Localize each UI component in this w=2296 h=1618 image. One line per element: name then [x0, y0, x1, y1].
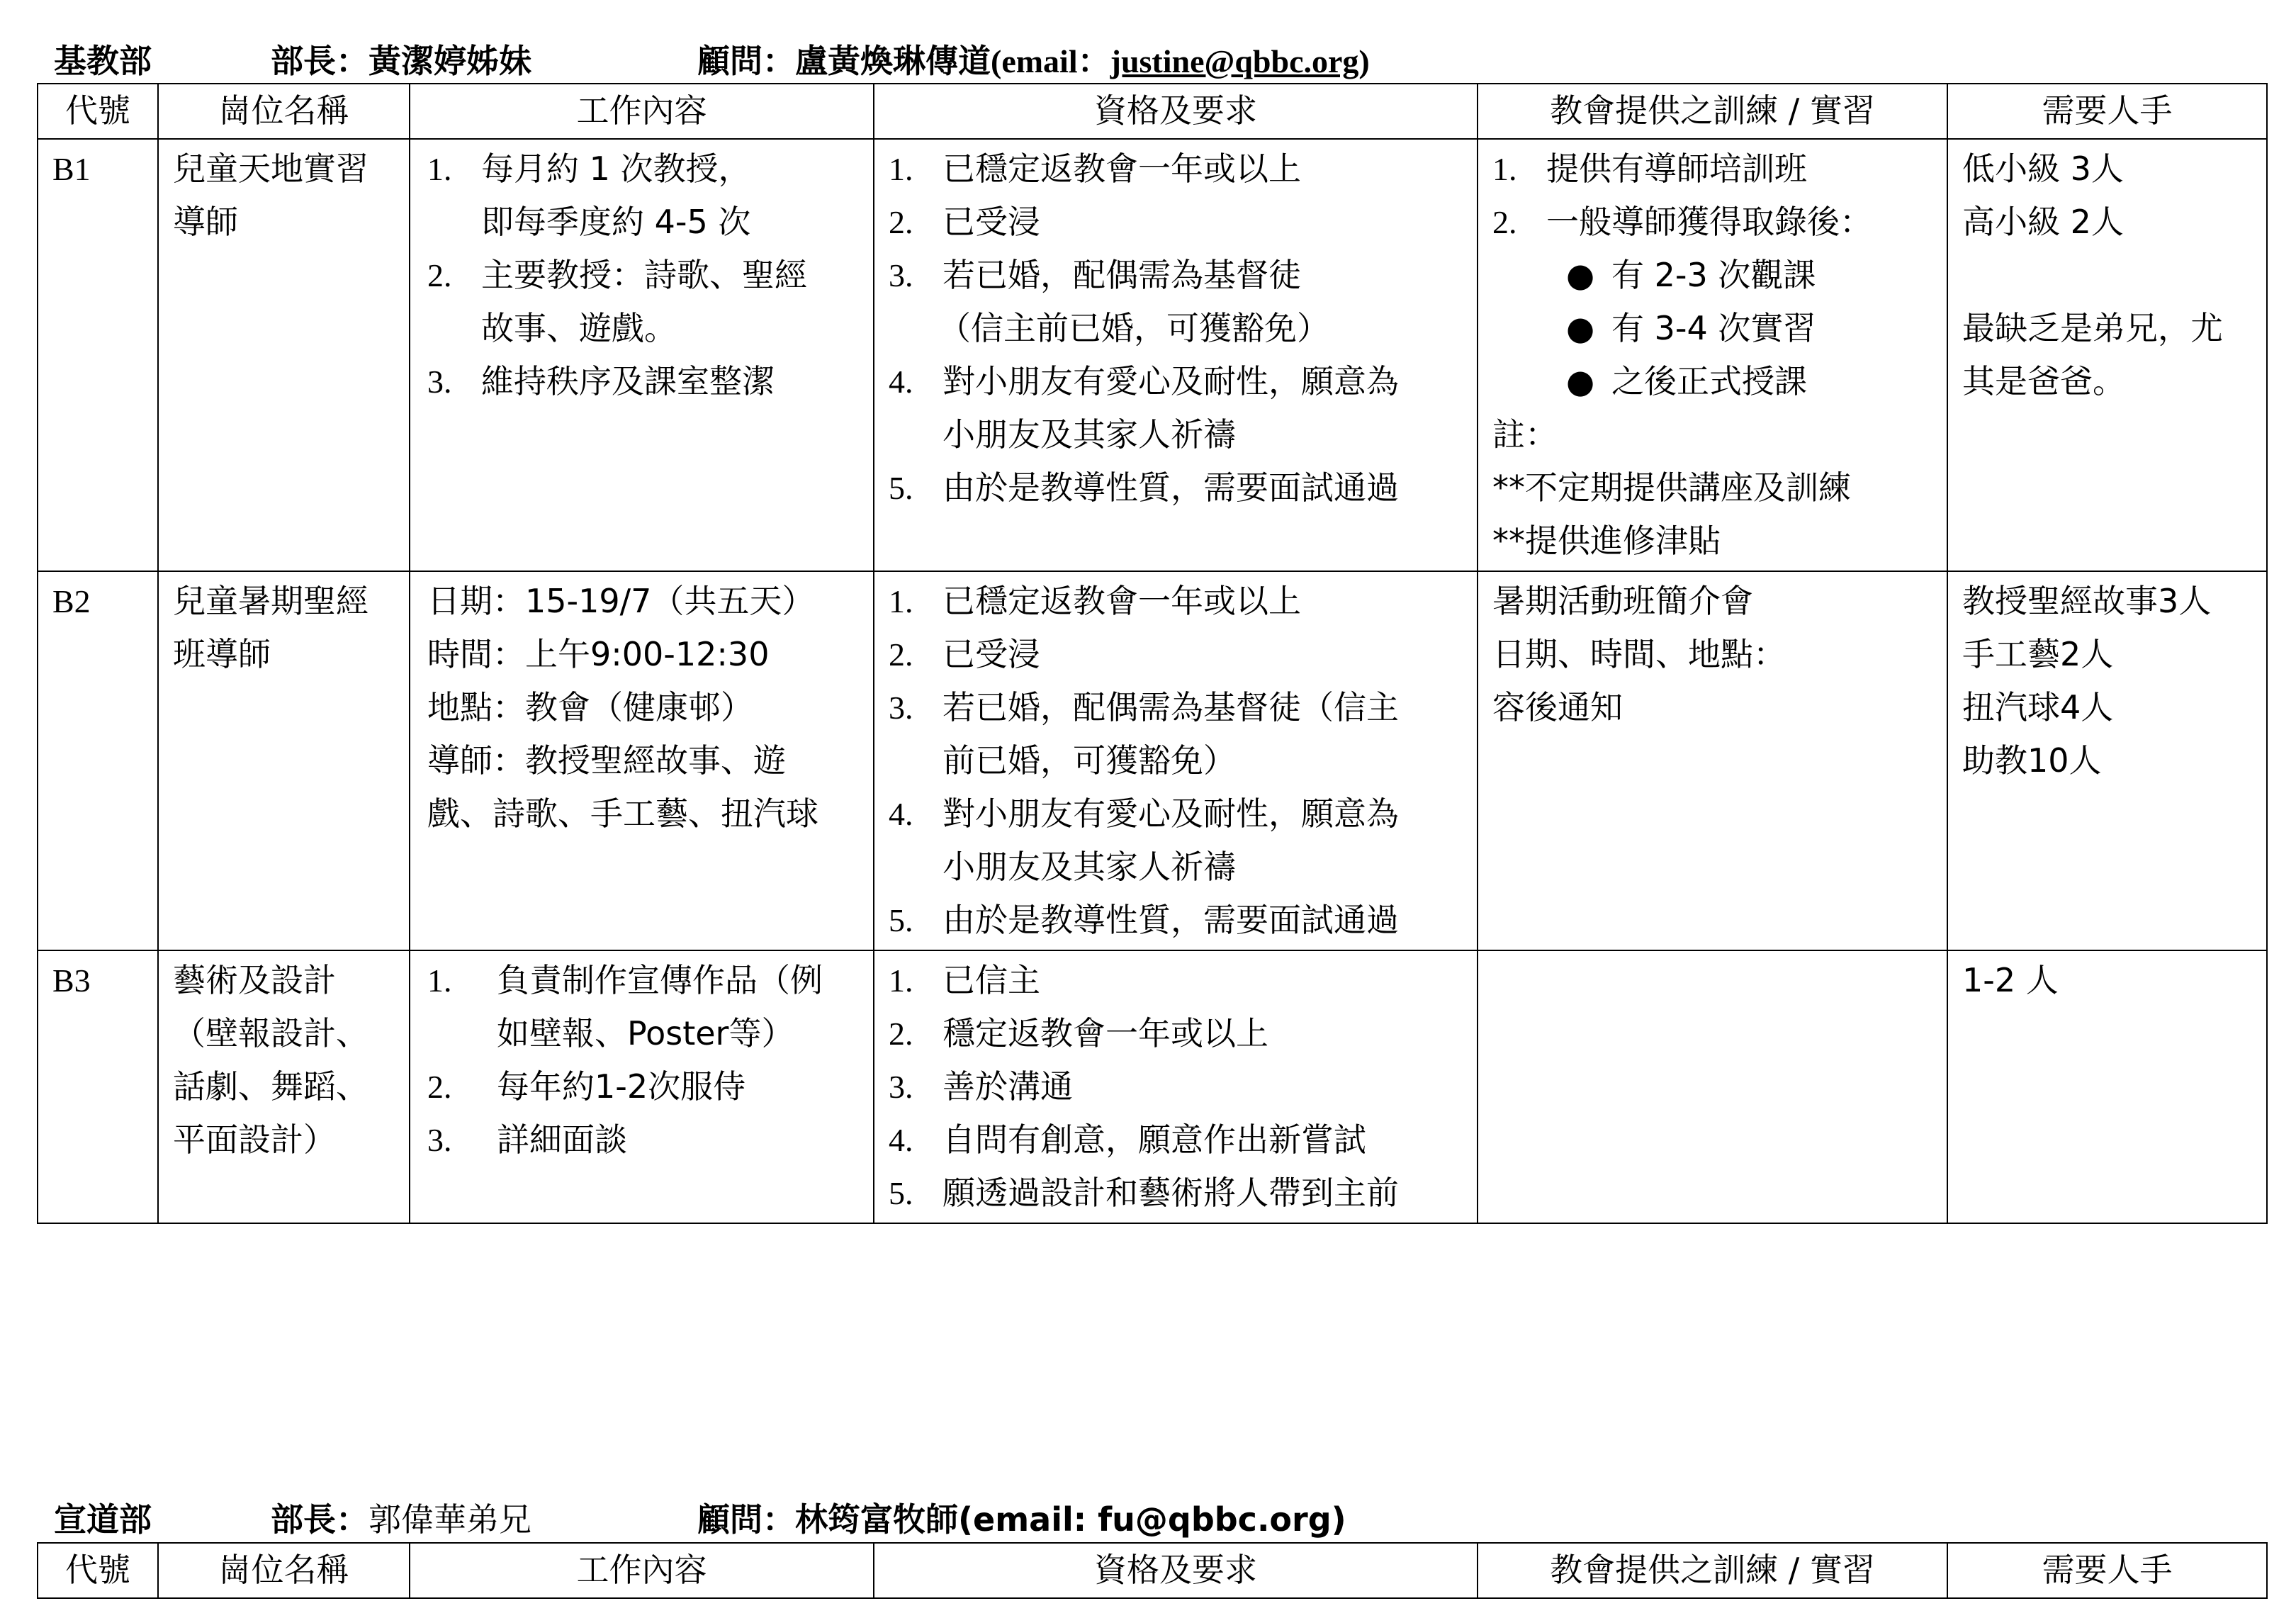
- head-label: 部長：: [271, 42, 368, 80]
- col-header-training: 教會提供之訓練 / 實習: [1478, 1543, 1947, 1598]
- list-number: 4.: [889, 796, 913, 832]
- needed-line: [1962, 249, 2252, 302]
- needed-line: 1-2 人: [1962, 961, 2059, 999]
- dept-advisor: [697, 1497, 1346, 1542]
- list-item: [889, 575, 1463, 628]
- head-label: 部長：: [271, 1500, 368, 1539]
- advisor-name: 盧黃煥琳傳道: [795, 42, 991, 80]
- list-item: [889, 1113, 1463, 1167]
- advisor-label: 顧問：: [697, 1500, 795, 1539]
- title-line: 藝術及設計: [173, 961, 336, 999]
- list-text: 主要教授：詩歌、聖經: [481, 256, 807, 294]
- cell-title: [158, 139, 410, 571]
- list-continuation: 故事、遊戲。: [481, 309, 677, 347]
- cell-code: B1: [38, 139, 158, 571]
- dept-advisor: [697, 38, 1370, 84]
- cell-training: [1478, 139, 1947, 571]
- col-header-title: 崗位名稱: [158, 1543, 410, 1598]
- dept-head: [271, 1497, 531, 1542]
- list-item: [1492, 142, 1932, 196]
- list-text: 每年約1-2次服侍: [497, 1067, 746, 1106]
- list-item: [889, 1060, 1463, 1113]
- col-header-work: 工作內容: [410, 84, 874, 139]
- list-number: 2.: [889, 204, 913, 240]
- col-header-work: 工作內容: [410, 1543, 874, 1598]
- cell-needed: [1947, 950, 2267, 1223]
- list-number: 2.: [889, 636, 913, 673]
- table-header-row: [38, 1543, 2267, 1598]
- needed-line: 扭汽球4人: [1962, 688, 2114, 726]
- needed-line: 低小級 3人: [1962, 150, 2124, 188]
- list-continuation: 小朋友及其家人祈禱: [942, 848, 1236, 886]
- col-header-code: 代號: [38, 84, 158, 139]
- dept-name: 基教部: [54, 42, 152, 80]
- text-line: 容後通知: [1492, 688, 1623, 726]
- list-continuation: 即每季度約 4-5 次: [481, 203, 751, 241]
- list-item: [889, 249, 1463, 302]
- list-number: 5.: [889, 1175, 913, 1211]
- col-header-needed: 需要人手: [1947, 84, 2267, 139]
- list-number: 3.: [427, 1122, 452, 1158]
- list-item: [427, 1060, 859, 1113]
- needed-line: 高小級 2人: [1962, 203, 2124, 241]
- col-header-training: 教會提供之訓練 / 實習: [1478, 84, 1947, 139]
- bullet-icon: ●: [1566, 309, 1595, 347]
- col-header-code: 代號: [38, 1543, 158, 1598]
- list-number: 1.: [889, 962, 913, 999]
- list-text: 由於是教導性質，需要面試通過: [942, 901, 1399, 939]
- text-line: 日期：15-19/7（共五天）: [427, 582, 815, 620]
- bullet-icon: ●: [1566, 362, 1595, 400]
- bullet-text: 有 2-3 次觀課: [1611, 256, 1816, 294]
- list-item: [889, 142, 1463, 196]
- cell-title: [158, 571, 410, 950]
- col-header-needed: 需要人手: [1947, 1543, 2267, 1598]
- text-line: 地點：教會（健康邨）: [427, 688, 753, 726]
- title-line: 班導師: [173, 635, 271, 673]
- list-item: [889, 196, 1463, 249]
- head-name: 黃潔婷姊妹: [368, 42, 531, 80]
- col-header-requirements: 資格及要求: [874, 1543, 1478, 1598]
- advisor-label: 顧問：: [697, 42, 795, 80]
- list-number: 3.: [889, 690, 913, 726]
- list-text: 一般導師獲得取錄後：: [1546, 203, 1872, 241]
- list-text: 已受浸: [942, 635, 1040, 673]
- cell-requirements: [874, 571, 1478, 950]
- text-line: 暑期活動班簡介會: [1492, 582, 1753, 620]
- list-text: 已受浸: [942, 203, 1040, 241]
- list-number: 3.: [889, 257, 913, 293]
- list-text: 穩定返教會一年或以上: [942, 1014, 1268, 1052]
- cell-requirements: [874, 950, 1478, 1223]
- cell-needed: [1947, 139, 2267, 571]
- cell-work: [410, 571, 874, 950]
- list-number: 2.: [427, 1069, 452, 1105]
- text-line: 時間：上午9:00-12:30: [427, 635, 770, 673]
- title-line: 導師: [173, 203, 238, 241]
- table-row: [38, 139, 2267, 571]
- list-continuation: 小朋友及其家人祈禱: [942, 415, 1236, 454]
- bullet-icon: ●: [1566, 256, 1595, 294]
- list-number: 1.: [889, 583, 913, 619]
- list-number: 2.: [1492, 204, 1517, 240]
- list-number: 5.: [889, 902, 913, 938]
- list-continuation: 如壁報、Poster等）: [497, 1014, 794, 1052]
- list-number: 5.: [889, 470, 913, 506]
- list-continuation: 前已婚，可獲豁免）: [942, 741, 1236, 780]
- list-continuation: （信主前已婚，可獲豁免）: [938, 309, 1329, 347]
- list-number: 1.: [1492, 151, 1517, 187]
- table-row: [38, 571, 2267, 950]
- cell-title: [158, 950, 410, 1223]
- roles-table-xuandao: [37, 1542, 2268, 1599]
- cell-training: [1478, 950, 1947, 1223]
- needed-line: 最缺乏是弟兄，尤: [1962, 309, 2223, 347]
- needed-line: 其是爸爸。: [1962, 362, 2125, 400]
- list-number: 2.: [889, 1016, 913, 1052]
- cell-code: B2: [38, 571, 158, 950]
- roles-table-jijiao: [37, 83, 2268, 1224]
- list-text: 由於是教導性質，需要面試通過: [942, 468, 1399, 507]
- list-number: 3.: [427, 364, 452, 400]
- needed-line: 助教10人: [1962, 741, 2102, 780]
- list-item: [427, 249, 859, 302]
- title-line: 兒童暑期聖經: [173, 582, 368, 620]
- list-item: [889, 355, 1463, 408]
- list-text: 維持秩序及課室整潔: [481, 362, 775, 400]
- list-text: 已穩定返教會一年或以上: [942, 150, 1301, 188]
- list-number: 1.: [889, 151, 913, 187]
- list-item: [889, 461, 1463, 515]
- cell-training: [1478, 571, 1947, 950]
- text-line: 戲、詩歌、手工藝、扭汽球: [427, 794, 818, 833]
- cell-requirements: [874, 139, 1478, 571]
- list-text: 若已婚，配偶需為基督徒（信主: [942, 688, 1399, 726]
- bullet-item: [1492, 249, 1932, 302]
- bullet-text: 有 3-4 次實習: [1611, 309, 1816, 347]
- list-item: [889, 894, 1463, 947]
- list-item: [889, 1167, 1463, 1220]
- list-text: 善於溝通: [942, 1067, 1073, 1106]
- list-number: 4.: [889, 364, 913, 400]
- advisor-name: 林筠富牧師: [795, 1500, 958, 1539]
- list-text: 願透過設計和藝術將人帶到主前: [942, 1174, 1399, 1212]
- list-item: [889, 954, 1463, 1007]
- bullet-item: [1492, 302, 1932, 355]
- advisor-email: (email: fu@qbbc.org): [958, 1500, 1346, 1539]
- title-line: （壁報設計、: [173, 1014, 368, 1052]
- text-line: 日期、時間、地點：: [1492, 635, 1786, 673]
- list-text: 對小朋友有愛心及耐性，願意為: [942, 362, 1399, 400]
- list-text: 每月約 1 次教授，: [481, 150, 751, 188]
- title-line: 話劇、舞蹈、: [173, 1067, 368, 1106]
- list-item: [427, 355, 859, 408]
- list-item: [1492, 196, 1932, 249]
- list-item: [889, 681, 1463, 734]
- list-item: [427, 954, 859, 1007]
- dept-name: 宣道部: [54, 1500, 152, 1539]
- list-text: 已信主: [942, 961, 1040, 999]
- list-text: 自問有創意，願意作出新嘗試: [942, 1120, 1366, 1159]
- list-item: [427, 142, 859, 196]
- col-header-requirements: 資格及要求: [874, 84, 1478, 139]
- cell-work: [410, 139, 874, 571]
- list-number: 4.: [889, 1122, 913, 1158]
- cell-work: [410, 950, 874, 1223]
- list-item: [889, 1007, 1463, 1060]
- table-row: [38, 950, 2267, 1223]
- text-line: **提供進修津貼: [1492, 522, 1721, 560]
- text-line: **不定期提供講座及訓練: [1492, 468, 1851, 507]
- table-header-row: [38, 84, 2267, 139]
- list-text: 若已婚，配偶需為基督徒: [942, 256, 1301, 294]
- list-text: 負責制作宣傳作品（例: [497, 961, 823, 999]
- list-item: [427, 1113, 859, 1167]
- list-text: 提供有導師培訓班: [1546, 150, 1807, 188]
- list-item: [889, 787, 1463, 841]
- list-text: 已穩定返教會一年或以上: [942, 582, 1301, 620]
- list-number: 1.: [427, 151, 452, 187]
- cell-code: B3: [38, 950, 158, 1223]
- list-number: 3.: [889, 1069, 913, 1105]
- title-line: 兒童天地實習: [173, 150, 368, 188]
- advisor-email-link[interactable]: justine@qbbc.org: [1110, 43, 1359, 79]
- title-line: 平面設計）: [173, 1120, 336, 1159]
- advisor-email-prefix: (email：: [991, 43, 1110, 79]
- head-name: 郭偉華弟兄: [368, 1500, 531, 1539]
- bullet-item: [1492, 355, 1932, 408]
- advisor-email-suffix: ): [1358, 43, 1370, 79]
- col-header-title: 崗位名稱: [158, 84, 410, 139]
- dept-head: [271, 38, 531, 84]
- needed-line: 手工藝2人: [1962, 635, 2114, 673]
- text-line: 註：: [1492, 415, 1558, 454]
- bullet-text: 之後正式授課: [1611, 362, 1807, 400]
- list-number: 2.: [427, 257, 452, 293]
- text-line: 導師：教授聖經故事、遊: [427, 741, 786, 780]
- list-text: 詳細面談: [497, 1120, 627, 1159]
- list-item: [889, 628, 1463, 681]
- list-text: 對小朋友有愛心及耐性，願意為: [942, 794, 1399, 833]
- cell-needed: [1947, 571, 2267, 950]
- list-number: 1.: [427, 962, 452, 999]
- needed-line: 教授聖經故事3人: [1962, 582, 2212, 620]
